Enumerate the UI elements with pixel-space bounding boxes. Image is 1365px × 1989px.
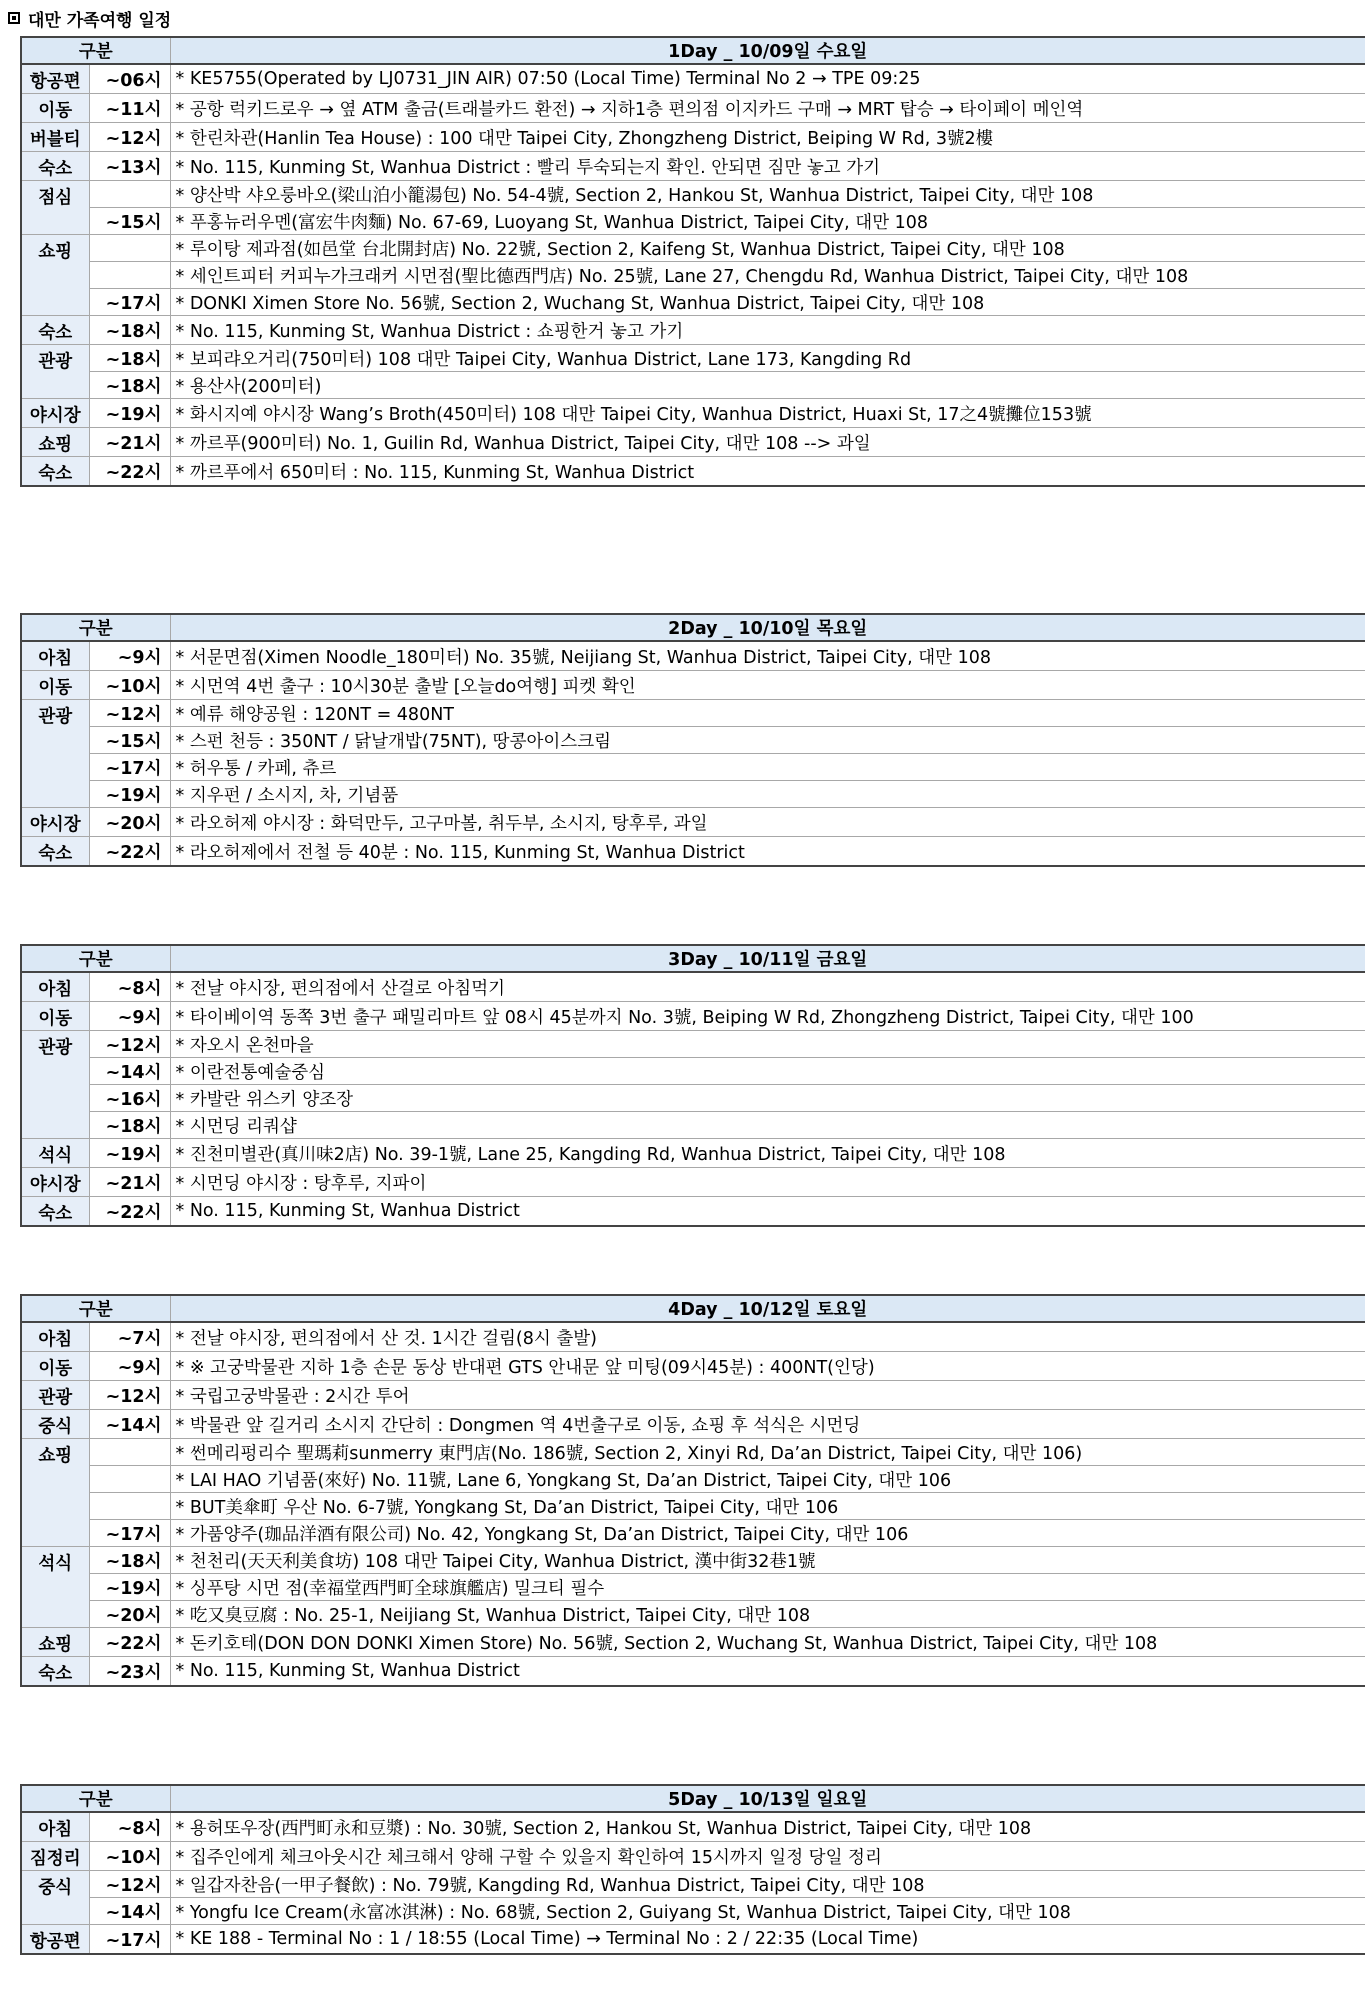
schedule-row <box>21 1031 1365 1058</box>
description-cell: * No. 115, Kunming St, Wanhua District <box>170 1197 1365 1227</box>
description-cell: * 집주인에게 체크아웃시간 체크해서 양해 구할 수 있을지 확인하여 15시까지 일정 당일 정리 <box>170 1842 1365 1871</box>
category-cell: 야시장 <box>21 1168 89 1197</box>
category-cell: 아침 <box>21 1322 89 1352</box>
description-cell: * 용산사(200미터) <box>170 372 1365 399</box>
time-cell: ~10시 <box>89 1842 170 1871</box>
time-cell: ~12시 <box>89 1031 170 1058</box>
time-cell: ~17시 <box>89 1520 170 1547</box>
schedule-row <box>21 1381 1365 1410</box>
category-cell: 쇼핑 <box>21 428 89 457</box>
description-cell: * 시먼딩 리쿼샵 <box>170 1112 1365 1139</box>
category-cell: 쇼핑 <box>21 1439 89 1547</box>
schedule-row <box>21 1439 1365 1466</box>
schedule-row <box>21 808 1365 837</box>
schedule-row <box>21 1574 1365 1601</box>
description-cell: * 국립고궁박물관 : 2시간 투어 <box>170 1381 1365 1410</box>
schedule-row <box>21 208 1365 235</box>
description-cell: * 진천미별관(真川味2店) No. 39-1號, Lane 25, Kangding Rd, Wanhua District, Taipei City, 대만 108 <box>170 1139 1365 1168</box>
description-cell: * 싱푸탕 시먼 점(幸福堂西門町全球旗艦店) 밀크티 필수 <box>170 1574 1365 1601</box>
schedule-row <box>21 1601 1365 1628</box>
description-cell: * 스펀 천등 : 350NT / 닭날개밥(75NT), 땅콩아이스크림 <box>170 727 1365 754</box>
description-cell: * KE 188 - Terminal No : 1 / 18:55 (Local Time) → Terminal No : 2 / 22:35 (Local Time) <box>170 1925 1365 1955</box>
description-cell: * No. 115, Kunming St, Wanhua District <box>170 1657 1365 1687</box>
description-cell: * 공항 럭키드로우 → 옆 ATM 출금(트래블카드 환전) → 지하1층 편의점 이지카드 구매 → MRT 탑승 → 타이페이 메인역 <box>170 94 1365 123</box>
time-cell: ~8시 <box>89 1812 170 1842</box>
description-cell: * 가품양주(珈品洋酒有限公司) No. 42, Yongkang St, Da’an District, Taipei City, 대만 106 <box>170 1520 1365 1547</box>
description-cell: * 천천리(天天利美食坊) 108 대만 Taipei City, Wanhua District, 漢中街32巷1號 <box>170 1547 1365 1574</box>
time-cell: ~13시 <box>89 152 170 181</box>
category-cell: 아침 <box>21 1812 89 1842</box>
gubun-header: 구분 <box>21 1295 170 1322</box>
time-cell: ~18시 <box>89 316 170 345</box>
schedule-row <box>21 781 1365 808</box>
schedule-row <box>21 181 1365 208</box>
category-cell: 관광 <box>21 1381 89 1410</box>
schedule-row <box>21 1628 1365 1657</box>
time-cell: ~22시 <box>89 1628 170 1657</box>
category-cell: 중식 <box>21 1410 89 1439</box>
description-cell: * 시먼역 4번 출구 : 10시30분 출발 [오늘do여행] 피켓 확인 <box>170 671 1365 700</box>
description-cell: * 세인트피터 커피누가크래커 시먼점(聖比德西門店) No. 25號, Lane 27, Chengdu Rd, Wanhua District, Taipei City, 대만 108 <box>170 262 1365 289</box>
time-cell: ~12시 <box>89 1381 170 1410</box>
schedule-row <box>21 262 1365 289</box>
time-cell: ~18시 <box>89 345 170 372</box>
time-cell: ~9시 <box>89 1002 170 1031</box>
description-cell: * 용허또우장(西門町永和豆漿) : No. 30號, Section 2, Hankou St, Wanhua District, Taipei City, 대만 108 <box>170 1812 1365 1842</box>
day-header-row <box>21 1785 1365 1812</box>
description-cell: * 전날 야시장, 편의점에서 산 것. 1시간 걸림(8시 출발) <box>170 1322 1365 1352</box>
schedule-row <box>21 316 1365 345</box>
day-table <box>20 613 1365 867</box>
time-cell: ~12시 <box>89 700 170 727</box>
schedule-row <box>21 457 1365 487</box>
description-cell: * 화시지예 야시장 Wang’s Broth(450미터) 108 대만 Taipei City, Wanhua District, Huaxi St, 17之4號攤位153號 <box>170 399 1365 428</box>
time-cell: ~20시 <box>89 808 170 837</box>
description-cell: * 까르푸에서 650미터 : No. 115, Kunming St, Wanhua District <box>170 457 1365 487</box>
day-title: 5Day _ 10/13일 일요일 <box>170 1785 1365 1812</box>
schedule-row <box>21 235 1365 262</box>
schedule-row <box>21 1812 1365 1842</box>
schedule-row <box>21 1842 1365 1871</box>
time-cell: ~15시 <box>89 727 170 754</box>
time-cell: ~22시 <box>89 1197 170 1227</box>
time-cell: ~19시 <box>89 399 170 428</box>
time-cell: ~16시 <box>89 1085 170 1112</box>
schedule-row <box>21 837 1365 867</box>
description-cell: * 라오허제에서 전철 등 40분 : No. 115, Kunming St, Wanhua District <box>170 837 1365 867</box>
category-cell: 숙소 <box>21 837 89 867</box>
day-title: 2Day _ 10/10일 목요일 <box>170 614 1365 641</box>
time-cell: ~17시 <box>89 754 170 781</box>
description-cell: * Yongfu Ice Cream(永富冰淇淋) : No. 68號, Section 2, Guiyang St, Wanhua District, Taipei City, 대만 108 <box>170 1898 1365 1925</box>
time-cell: ~22시 <box>89 457 170 487</box>
category-cell: 야시장 <box>21 399 89 428</box>
time-cell: ~22시 <box>89 837 170 867</box>
category-cell: 관광 <box>21 700 89 808</box>
description-cell: * 이란전통예술중심 <box>170 1058 1365 1085</box>
category-cell: 항공편 <box>21 64 89 94</box>
description-cell: * 한린차관(Hanlin Tea House) : 100 대만 Taipei City, Zhongzheng District, Beiping W Rd, 3號2樓 <box>170 123 1365 152</box>
schedule-row <box>21 1871 1365 1898</box>
time-cell: ~12시 <box>89 1871 170 1898</box>
category-cell: 숙소 <box>21 152 89 181</box>
schedule-row <box>21 972 1365 1002</box>
description-cell: * 일갑자찬음(一甲子餐飲) : No. 79號, Kangding Rd, Wanhua District, Taipei City, 대만 108 <box>170 1871 1365 1898</box>
schedule-row <box>21 1657 1365 1687</box>
description-cell: * 시먼딩 야시장 : 탕후루, 지파이 <box>170 1168 1365 1197</box>
day-header-row <box>21 37 1365 64</box>
category-cell: 쇼핑 <box>21 1628 89 1657</box>
description-cell: * BUT美傘町 우산 No. 6-7號, Yongkang St, Da’an District, Taipei City, 대만 106 <box>170 1493 1365 1520</box>
category-cell: 이동 <box>21 671 89 700</box>
category-cell: 짐정리 <box>21 1842 89 1871</box>
description-cell: * 까르푸(900미터) No. 1, Guilin Rd, Wanhua District, Taipei City, 대만 108 --> 과일 <box>170 428 1365 457</box>
time-cell: ~18시 <box>89 372 170 399</box>
time-cell: ~19시 <box>89 781 170 808</box>
description-cell: * 라오허제 야시장 : 화덕만두, 고구마볼, 취두부, 소시지, 탕후루, 과일 <box>170 808 1365 837</box>
time-cell: ~15시 <box>89 208 170 235</box>
schedule-row <box>21 1058 1365 1085</box>
day-title: 1Day _ 10/09일 수요일 <box>170 37 1365 64</box>
day-table <box>20 1294 1365 1687</box>
time-cell: ~14시 <box>89 1058 170 1085</box>
schedule-row <box>21 727 1365 754</box>
day-table <box>20 1784 1365 1955</box>
category-cell: 관광 <box>21 345 89 399</box>
category-cell: 석식 <box>21 1547 89 1628</box>
schedule-row <box>21 1085 1365 1112</box>
time-cell: ~18시 <box>89 1112 170 1139</box>
schedule-row <box>21 123 1365 152</box>
schedule-row <box>21 1547 1365 1574</box>
category-cell: 관광 <box>21 1031 89 1139</box>
time-cell: ~7시 <box>89 1322 170 1352</box>
description-cell: * 박물관 앞 길거리 소시지 간단히 : Dongmen 역 4번출구로 이동, 쇼핑 후 석식은 시먼딩 <box>170 1410 1365 1439</box>
description-cell: * 루이탕 제과점(如邑堂 台北開封店) No. 22號, Section 2, Kaifeng St, Wanhua District, Taipei City, 대만 108 <box>170 235 1365 262</box>
category-cell: 아침 <box>21 972 89 1002</box>
category-cell: 숙소 <box>21 1657 89 1687</box>
day-header-row <box>21 614 1365 641</box>
time-cell <box>89 1493 170 1520</box>
gubun-header: 구분 <box>21 614 170 641</box>
time-cell: ~12시 <box>89 123 170 152</box>
day-header-row <box>21 945 1365 972</box>
description-cell: * No. 115, Kunming St, Wanhua District : 쇼핑한거 놓고 가기 <box>170 316 1365 345</box>
schedule-row <box>21 1197 1365 1227</box>
description-cell: * 돈키호테(DON DON DONKI Ximen Store) No. 56號, Section 2, Wuchang St, Wanhua District, Taipei City, 대만 108 <box>170 1628 1365 1657</box>
description-cell: * 푸홍뉴러우멘(富宏牛肉麵) No. 67-69, Luoyang St, Wanhua District, Taipei City, 대만 108 <box>170 208 1365 235</box>
category-cell: 항공편 <box>21 1925 89 1955</box>
time-cell <box>89 1466 170 1493</box>
time-cell <box>89 1439 170 1466</box>
day-title: 4Day _ 10/12일 토요일 <box>170 1295 1365 1322</box>
time-cell: ~14시 <box>89 1410 170 1439</box>
description-cell: * 吃又臭豆腐 : No. 25-1, Neijiang St, Wanhua District, Taipei City, 대만 108 <box>170 1601 1365 1628</box>
category-cell: 야시장 <box>21 808 89 837</box>
schedule-row <box>21 754 1365 781</box>
schedule-row <box>21 1520 1365 1547</box>
time-cell: ~14시 <box>89 1898 170 1925</box>
time-cell: ~06시 <box>89 64 170 94</box>
category-cell: 이동 <box>21 1352 89 1381</box>
gubun-header: 구분 <box>21 945 170 972</box>
description-cell: * 양산박 샤오룽바오(梁山泊小籠湯包) No. 54-4號, Section 2, Hankou St, Wanhua District, Taipei City, 대만 108 <box>170 181 1365 208</box>
schedule-row <box>21 152 1365 181</box>
category-cell: 점심 <box>21 181 89 235</box>
schedule-row <box>21 428 1365 457</box>
category-cell: 버블티 <box>21 123 89 152</box>
day-title: 3Day _ 10/11일 금요일 <box>170 945 1365 972</box>
schedule-row <box>21 1168 1365 1197</box>
time-cell: ~21시 <box>89 1168 170 1197</box>
time-cell: ~17시 <box>89 289 170 316</box>
category-cell: 숙소 <box>21 1197 89 1227</box>
description-cell: * 타이베이역 동쪽 3번 출구 패밀리마트 앞 08시 45분까지 No. 3號, Beiping W Rd, Zhongzheng District, Taipei City, 대만 100 <box>170 1002 1365 1031</box>
gubun-header: 구분 <box>21 1785 170 1812</box>
category-cell: 아침 <box>21 641 89 671</box>
description-cell: * ※ 고궁박물관 지하 1층 손문 동상 반대편 GTS 안내문 앞 미팅(09시45분) : 400NT(인당) <box>170 1352 1365 1381</box>
category-cell: 이동 <box>21 1002 89 1031</box>
time-cell: ~9시 <box>89 641 170 671</box>
description-cell: * 지우펀 / 소시지, 차, 기념품 <box>170 781 1365 808</box>
category-cell: 숙소 <box>21 316 89 345</box>
schedule-row <box>21 1352 1365 1381</box>
time-cell: ~23시 <box>89 1657 170 1687</box>
description-cell: * 자오시 온천마을 <box>170 1031 1365 1058</box>
day-table <box>20 944 1365 1227</box>
schedule-row <box>21 1112 1365 1139</box>
schedule-row <box>21 1493 1365 1520</box>
time-cell <box>89 235 170 262</box>
schedule-row <box>21 1925 1365 1955</box>
schedule-row <box>21 1139 1365 1168</box>
time-cell: ~19시 <box>89 1139 170 1168</box>
category-cell: 쇼핑 <box>21 235 89 316</box>
time-cell <box>89 262 170 289</box>
description-cell: * 전날 야시장, 편의점에서 산걸로 아침먹기 <box>170 972 1365 1002</box>
time-cell: ~19시 <box>89 1574 170 1601</box>
schedule-row <box>21 1322 1365 1352</box>
time-cell: ~9시 <box>89 1352 170 1381</box>
category-cell: 중식 <box>21 1871 89 1925</box>
day-header-row <box>21 1295 1365 1322</box>
schedule-row <box>21 1898 1365 1925</box>
schedule-row <box>21 1410 1365 1439</box>
description-cell: * No. 115, Kunming St, Wanhua District : 빨리 투숙되는지 확인. 안되면 짐만 놓고 가기 <box>170 152 1365 181</box>
description-cell: * 카발란 위스키 양조장 <box>170 1085 1365 1112</box>
time-cell <box>89 181 170 208</box>
category-cell: 석식 <box>21 1139 89 1168</box>
schedule-row <box>21 641 1365 671</box>
description-cell: * DONKI Ximen Store No. 56號, Section 2, Wuchang St, Wanhua District, Taipei City, 대만 108 <box>170 289 1365 316</box>
description-cell: * 허우통 / 카페, 츄르 <box>170 754 1365 781</box>
schedule-row <box>21 671 1365 700</box>
square-bullet-icon <box>8 12 20 24</box>
time-cell: ~11시 <box>89 94 170 123</box>
description-cell: * KE5755(Operated by LJ0731_JIN AIR) 07:50 (Local Time) Terminal No 2 → TPE 09:25 <box>170 64 1365 94</box>
description-cell: * 예류 해양공원 : 120NT = 480NT <box>170 700 1365 727</box>
time-cell: ~18시 <box>89 1547 170 1574</box>
schedule-row <box>21 289 1365 316</box>
time-cell: ~17시 <box>89 1925 170 1955</box>
description-cell: * 썬메리펑리수 聖瑪莉sunmerry 東門店(No. 186號, Section 2, Xinyi Rd, Da’an District, Taipei City, 대만 106) <box>170 1439 1365 1466</box>
category-cell: 이동 <box>21 94 89 123</box>
schedule-row <box>21 399 1365 428</box>
page-title-text: 대만 가족여행 일정 <box>28 10 172 31</box>
schedule-row <box>21 700 1365 727</box>
description-cell: * 서문면점(Ximen Noodle_180미터) No. 35號, Neijiang St, Wanhua District, Taipei City, 대만 108 <box>170 641 1365 671</box>
schedule-row <box>21 345 1365 372</box>
schedule-row <box>21 1002 1365 1031</box>
time-cell: ~10시 <box>89 671 170 700</box>
day-table <box>20 36 1365 487</box>
schedule-row <box>21 372 1365 399</box>
description-cell: * 보피랴오거리(750미터) 108 대만 Taipei City, Wanhua District, Lane 173, Kangding Rd <box>170 345 1365 372</box>
time-cell: ~8시 <box>89 972 170 1002</box>
description-cell: * LAI HAO 기념품(來好) No. 11號, Lane 6, Yongkang St, Da’an District, Taipei City, 대만 106 <box>170 1466 1365 1493</box>
schedule-row <box>21 1466 1365 1493</box>
gubun-header: 구분 <box>21 37 170 64</box>
schedule-row <box>21 64 1365 94</box>
time-cell: ~21시 <box>89 428 170 457</box>
page-title <box>8 6 171 30</box>
schedule-row <box>21 94 1365 123</box>
time-cell: ~20시 <box>89 1601 170 1628</box>
category-cell: 숙소 <box>21 457 89 487</box>
